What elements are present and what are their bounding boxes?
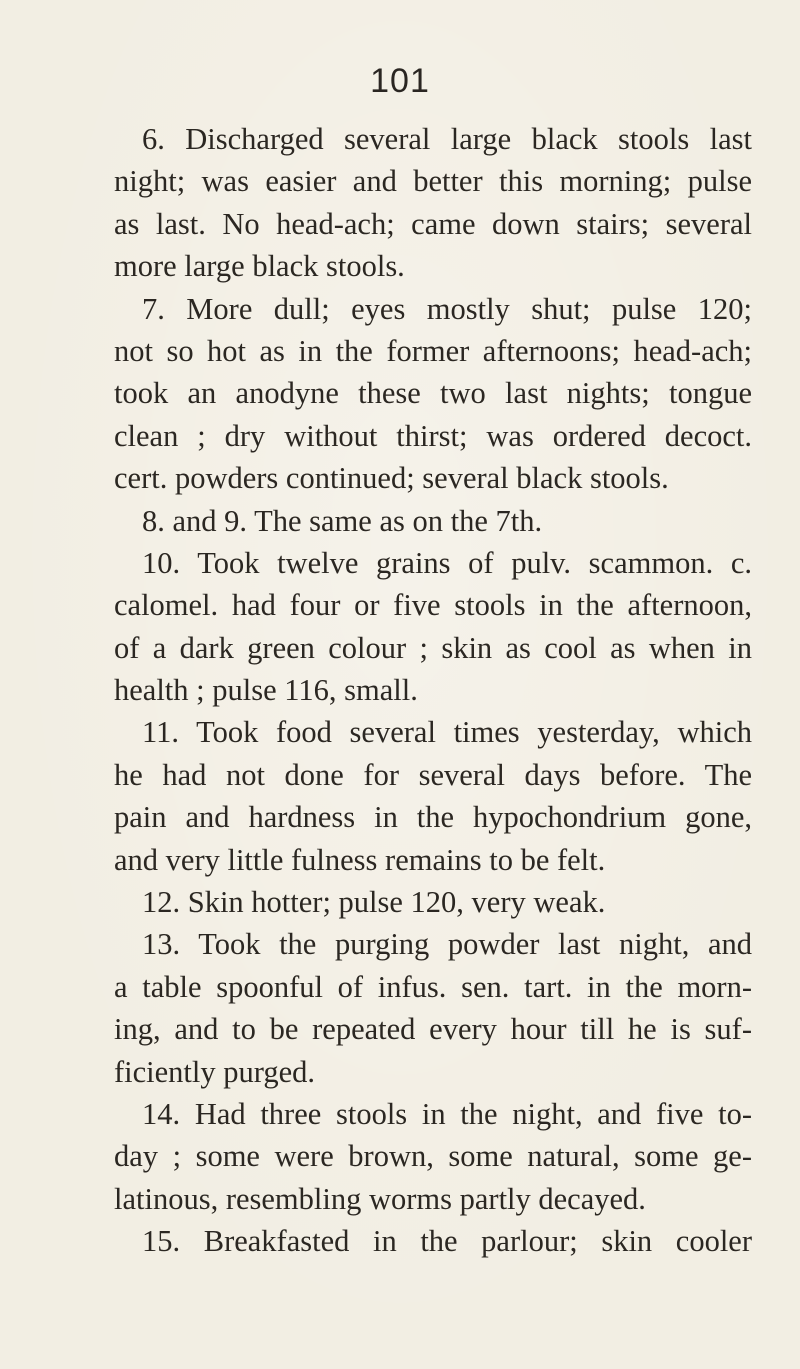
text-line: as last. No head-ach; came down stairs; several — [114, 206, 752, 241]
page-number: 101 — [370, 62, 430, 100]
text-line: and very little fulness remains to be felt. — [114, 842, 606, 877]
text-line: 7. More dull; eyes mostly shut; pulse 120; — [142, 291, 752, 326]
text-line: 6. Discharged several large black stools last — [142, 122, 752, 156]
text-line: 14. Had three stools in the night, and five to- — [142, 1096, 752, 1131]
text-line: he had not done for several days before. The — [114, 757, 752, 792]
text-line: 10. Took twelve grains of pulv. scammon. c. — [142, 545, 752, 580]
text-line: night; was easier and better this morning; pulse — [114, 164, 752, 199]
text-line: calomel. had four or five stools in the afternoon, — [114, 588, 752, 623]
text-line: 13. Took the purging powder last night, and — [142, 927, 752, 962]
text-line: more large black stools. — [114, 249, 405, 284]
text-line: pain and hardness in the hypochondrium gone, — [114, 800, 752, 835]
body-text — [114, 118, 752, 1263]
text-line: ficiently purged. — [114, 1054, 316, 1089]
text-line: 15. Breakfasted in the parlour; skin cooler — [142, 1224, 752, 1259]
text-line: clean ; dry without thirst; was ordered decoct. — [114, 418, 752, 453]
text-line: day ; some were brown, some natural, some ge- — [114, 1139, 752, 1174]
text-line: cert. powders continued; several black stools. — [114, 461, 669, 496]
text-line: a table spoonful of infus. sen. tart. in the morn- — [114, 969, 752, 1004]
text-line: 12. Skin hotter; pulse 120, very weak. — [142, 885, 606, 920]
text-line: took an anodyne these two last nights; tongue — [114, 376, 752, 411]
text-line: latinous, resembling worms partly decayed. — [114, 1181, 646, 1216]
text-line: of a dark green colour ; skin as cool as when in — [114, 630, 752, 665]
text-line: 11. Took food several times yesterday, which — [142, 715, 752, 750]
text-line: not so hot as in the former afternoons; head-ach; — [114, 333, 752, 368]
text-line: ing, and to be repeated every hour till he is suf- — [114, 1012, 752, 1047]
text-line: 8. and 9. The same as on the 7th. — [142, 503, 543, 538]
text-line: health ; pulse 116, small. — [114, 673, 418, 708]
